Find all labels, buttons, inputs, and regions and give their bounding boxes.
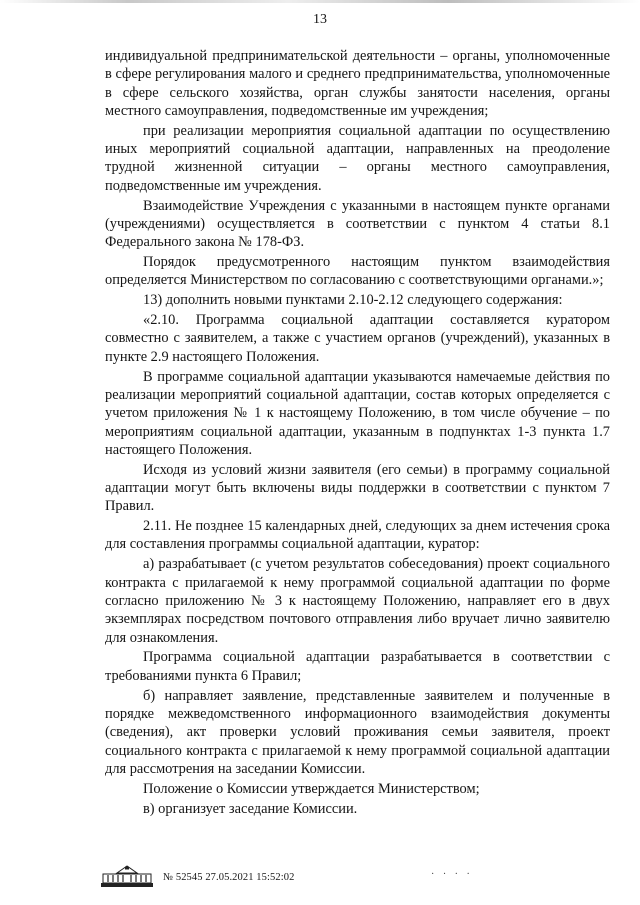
registration-stamp: № 52545 27.05.2021 15:52:02 bbox=[163, 872, 295, 883]
paragraph-14: в) организует заседание Комиссии. bbox=[143, 800, 358, 817]
page-number: 13 bbox=[313, 12, 327, 27]
paragraph-2: при реализации мероприятия социальной адаптации по осуществлению иных мероприятий социальной адаптации, направленных на преодоление трудной жизненной ситуации – органы местного самоуправления, подведомственные им учреждения. bbox=[105, 122, 610, 194]
paragraph-5: 13) дополнить новыми пунктами 2.10-2.12 следующего содержания: bbox=[143, 292, 563, 309]
scan-edge-artifact bbox=[0, 0, 640, 3]
paragraph-3: Взаимодействие Учреждения с указанными в настоящем пункте органами (учреждениями) осуществляется в соответствии с пунктом 4 статьи 8.1 Федерального закона № 178-ФЗ. bbox=[105, 197, 610, 251]
paragraph-11: Программа социальной адаптации разрабатывается в соответствии с требованиями пункта 6 Правил; bbox=[105, 649, 610, 684]
paragraph-4: Порядок предусмотренного настоящим пунктом взаимодействия определяется Министерством по согласованию с соответствующими органами.»; bbox=[105, 254, 610, 289]
paragraph-6: «2.10. Программа социальной адаптации составляется куратором совместно с заявителем, а также с участием органов (учреждений), указанных в пункте 2.9 настоящего Положения. bbox=[105, 312, 610, 365]
page-footer bbox=[99, 865, 619, 895]
document-body bbox=[105, 47, 610, 819]
paragraph-12: б) направляет заявление, представленные заявителем и полученные в порядке межведомственного информационного взаимодействия документы (сведения), акт проверки условий проживания семьи заявителя, проект социального контракта с прилагаемой к нему программой социальной адаптации для рассмотрения на заседании Комиссии. bbox=[105, 687, 610, 777]
paragraph-13: Положение о Комиссии утверждается Министерством; bbox=[143, 780, 480, 797]
scan-noise-marks: · · · · bbox=[431, 869, 473, 880]
paragraph-8: Исходя из условий жизни заявителя (его семьи) в программу социальной адаптации могут быть включены виды поддержки в соответствии с пунктом 7 Правил. bbox=[105, 461, 610, 515]
paragraph-10: а) разрабатывает (с учетом результатов собеседования) проект социального контракта с прилагаемой к нему программой социальной адаптации по форме согласно приложению № 3 к настоящему Положению, направляет его в двух экземплярах посредством почтового отправления либо вручает лично заявителю для ознакомления. bbox=[105, 556, 610, 646]
government-building-stamp-icon bbox=[99, 865, 155, 889]
paragraph-1: индивидуальной предпринимательской деятельности – органы, уполномоченные в сфере регулирования малого и среднего предпринимательства, уполномоченные в сфере сельского хозяйства, орган службы занятости населения, органы местного самоуправления, подведомственные им учреждения; bbox=[105, 48, 610, 119]
paragraph-9: 2.11. Не позднее 15 календарных дней, следующих за днем истечения срока для составления программы социальной адаптации, куратор: bbox=[105, 518, 610, 553]
paragraph-7: В программе социальной адаптации указываются намечаемые действия по реализации мероприятий социальной адаптации, состав которых определяется с учетом приложения № 1 к настоящему Положению, в том числе обучение – по мероприятиям социальной адаптации, указанным в подпунктах 1-3 пункта 1.7 настоящего Положения. bbox=[105, 368, 610, 458]
